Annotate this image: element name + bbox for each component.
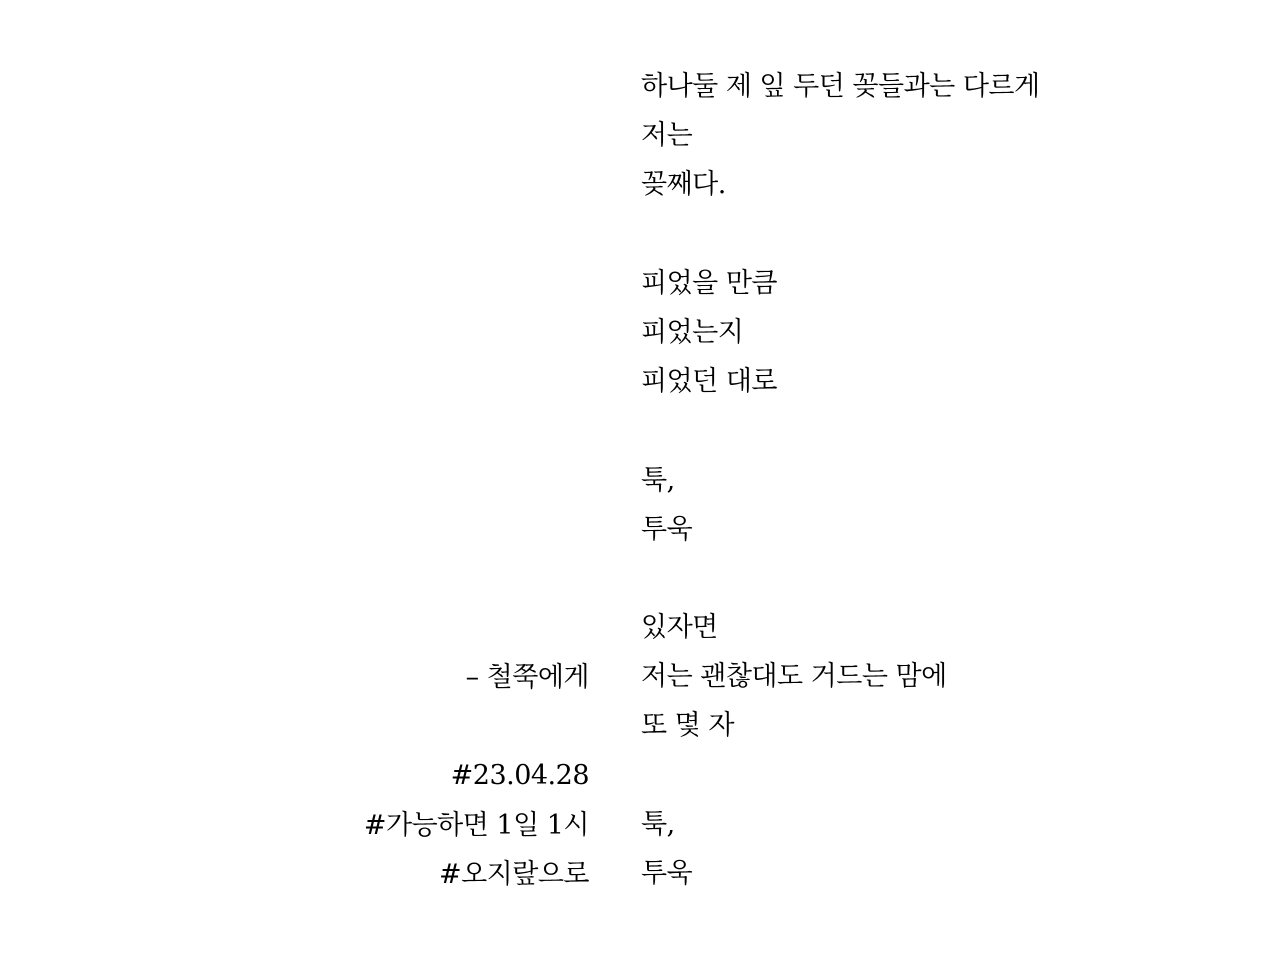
stanza-break	[641, 554, 1241, 603]
stanza-2	[641, 259, 1241, 407]
poem-line: 툭,	[641, 464, 675, 496]
hashtag-date: #23.04.28	[450, 760, 589, 792]
hashtag: #가능하면 1일 1시	[363, 809, 589, 841]
stanza-1	[641, 62, 1241, 210]
poem-meta	[189, 653, 589, 899]
poem-line: 있자면	[641, 612, 718, 644]
dedication: – 철쭉에게	[465, 662, 589, 693]
hashtag: #오지랖으로	[438, 858, 589, 890]
stanza-break	[641, 751, 1241, 800]
stanza-5	[641, 800, 1241, 898]
stanza-3	[641, 456, 1241, 554]
stanza-4	[641, 603, 1241, 751]
stanza-break	[641, 210, 1241, 259]
poem-line: 피었는지	[641, 316, 744, 348]
poem-line: 또 몇 자	[641, 710, 734, 742]
poem-line: 툭,	[641, 808, 675, 840]
poem-body	[641, 62, 1241, 898]
stanza-break	[641, 406, 1241, 455]
poem-line: 투욱	[641, 513, 693, 545]
poem-line: 저는 괜찮대도 거드는 맘에	[641, 661, 947, 693]
poem-line: 투욱	[641, 858, 693, 889]
poem-line: 하나둘 제 잎 두던 꽂들과는 다르게	[641, 71, 1040, 102]
poem-line: 피었을 만큼	[641, 267, 777, 299]
poem-line: 저는	[641, 120, 693, 152]
meta-gap	[189, 702, 589, 751]
poem-line: 꽂째다.	[641, 169, 726, 201]
poem-line: 피었던 대로	[641, 366, 777, 398]
